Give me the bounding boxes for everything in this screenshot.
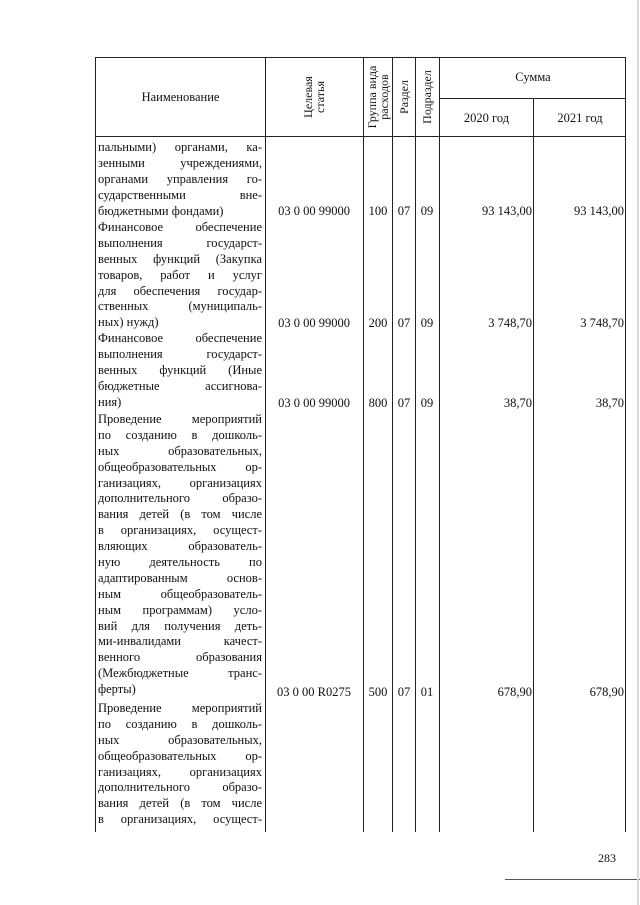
- col-divider-sum: [439, 57, 440, 832]
- row-2-name-line: ных) нужд): [98, 315, 159, 330]
- header-year-2020: 2020 год: [463, 111, 510, 125]
- row-5-name-line: в организациях, осущест-: [98, 812, 262, 827]
- row-5-name-line: дополнительного образо-: [98, 780, 262, 795]
- row-4-name-line: вания детей (в том числе: [98, 507, 262, 522]
- header-group-line2: расходов: [377, 74, 391, 120]
- row-4-name-line: венного образования: [98, 650, 262, 665]
- row-1-name: [98, 140, 262, 219]
- table-border-left: [95, 57, 96, 832]
- col-divider-subsection: [415, 57, 416, 832]
- header-bottom-line: [95, 136, 626, 137]
- col-divider-code: [265, 57, 266, 832]
- row-5-name: [98, 701, 262, 828]
- row-2-name-line: выполнения государст-: [98, 235, 262, 250]
- row-4-name-line: вляющих образователь-: [98, 539, 262, 554]
- page-number: 283: [598, 851, 616, 865]
- row-4-name-line: общеобразовательных ор-: [98, 459, 262, 474]
- row-3-subsection: 09: [420, 396, 434, 410]
- row-4-group: 500: [368, 685, 388, 699]
- header-code-line2: статья: [313, 81, 327, 113]
- col-divider-section: [392, 57, 393, 832]
- row-1-sum-2020: 93 143,00: [482, 204, 532, 218]
- row-4-section: 07: [397, 685, 411, 699]
- row-3-name-line: бюджетные ассигнова-: [98, 378, 262, 393]
- row-5-name-line: ганизациях, организациях: [98, 764, 262, 779]
- row-4-name-line: ных образовательных,: [98, 443, 262, 458]
- row-4-sum-2020: 678,90: [497, 685, 532, 699]
- row-4-code: 03 0 00 R0275: [277, 685, 351, 699]
- header-year-2021: 2021 год: [557, 111, 603, 125]
- row-4-name-line: ферты): [98, 682, 136, 697]
- row-2-name-line: венных функций (Закупка: [98, 251, 262, 266]
- row-4-name-line: вий для получения деть-: [98, 618, 262, 633]
- table-border-top: [95, 57, 626, 58]
- row-4-name-line: Проведение мероприятий: [98, 412, 262, 426]
- table-border-right: [625, 57, 626, 832]
- row-5-name-line: общеобразовательных ор-: [98, 748, 262, 763]
- row-4-subsection: 01: [420, 685, 434, 699]
- header-group: [366, 66, 390, 129]
- row-5-name-line: ных образовательных,: [98, 732, 262, 747]
- header-sum: Сумма: [515, 70, 551, 84]
- header-code: [302, 76, 326, 118]
- row-1-name-line: сударственными вне-: [98, 187, 262, 202]
- row-2-section: 07: [397, 316, 411, 330]
- row-4-name-line: ным программам) усло-: [98, 602, 262, 617]
- row-4-name-line: ную деятельность по: [98, 555, 262, 570]
- row-1-name-line: органами управления го-: [98, 171, 262, 186]
- row-5-name-line: по созданию в дошколь-: [98, 716, 262, 731]
- row-5-name-line: вания детей (в том числе: [98, 796, 262, 811]
- header-subsection: Подраздел: [420, 70, 434, 124]
- row-2-name-line: для обеспечения государ-: [98, 283, 262, 298]
- row-2-subsection: 09: [420, 316, 434, 330]
- row-4-name-line: ганизациях, организациях: [98, 475, 262, 490]
- row-2-name: [98, 220, 262, 331]
- row-4-sum-2021: 678,90: [589, 685, 624, 699]
- row-2-code: 03 0 00 99000: [278, 316, 350, 330]
- row-2-group: 200: [368, 316, 388, 330]
- row-4-name-line: в организациях, осущест-: [98, 523, 262, 538]
- row-1-code: 03 0 00 99000: [278, 204, 350, 218]
- row-2-name-line: Финансовое обеспечение: [98, 220, 262, 234]
- row-4-name-line: ми-инвалидами качест-: [98, 634, 262, 649]
- row-5-name-line: Проведение мероприятий: [98, 701, 262, 715]
- row-3-sum-2020: 38,70: [503, 396, 532, 410]
- col-divider-years: [533, 98, 534, 832]
- row-1-name-line: пальными) органами, ка-: [98, 140, 262, 154]
- row-2-sum-2021: 3 748,70: [580, 316, 624, 330]
- row-4-name-line: ным общеобразователь-: [98, 586, 262, 601]
- row-3-name-line: венных функций (Иные: [98, 362, 262, 377]
- row-1-subsection: 09: [420, 204, 434, 218]
- header-name: Наименование: [141, 90, 220, 104]
- row-3-group: 800: [368, 396, 388, 410]
- header-group-line1: Группа вида: [365, 65, 379, 129]
- row-1-section: 07: [397, 204, 411, 218]
- row-3-name-line: ния): [98, 394, 122, 409]
- row-4-name-line: дополнительного образо-: [98, 491, 262, 506]
- scan-edge: [637, 0, 639, 905]
- row-4-name: [98, 412, 262, 698]
- row-3-code: 03 0 00 99000: [278, 396, 350, 410]
- row-1-sum-2021: 93 143,00: [574, 204, 624, 218]
- header-code-line1: Целевая: [301, 76, 315, 118]
- sum-subheader-line: [439, 98, 626, 99]
- row-2-sum-2020: 3 748,70: [488, 316, 532, 330]
- col-divider-group: [363, 57, 364, 832]
- row-3-name-line: выполнения государст-: [98, 346, 262, 361]
- row-1-name-line: бюджетными фондами): [98, 203, 224, 218]
- row-4-name-line: (Межбюджетные транс-: [98, 666, 262, 681]
- row-2-name-line: товаров, работ и услуг: [98, 267, 262, 282]
- row-3-section: 07: [397, 396, 411, 410]
- row-3-sum-2021: 38,70: [595, 396, 624, 410]
- footer-rule: [505, 879, 640, 880]
- row-3-name: [98, 331, 262, 410]
- header-section: Раздел: [397, 80, 411, 114]
- row-2-name-line: ственных (муниципаль-: [98, 299, 262, 314]
- row-4-name-line: по созданию в дошколь-: [98, 427, 262, 442]
- row-1-group: 100: [368, 204, 388, 218]
- row-3-name-line: Финансовое обеспечение: [98, 331, 262, 345]
- row-4-name-line: адаптированным основ-: [98, 570, 262, 585]
- row-1-name-line: зенными учреждениями,: [98, 155, 262, 170]
